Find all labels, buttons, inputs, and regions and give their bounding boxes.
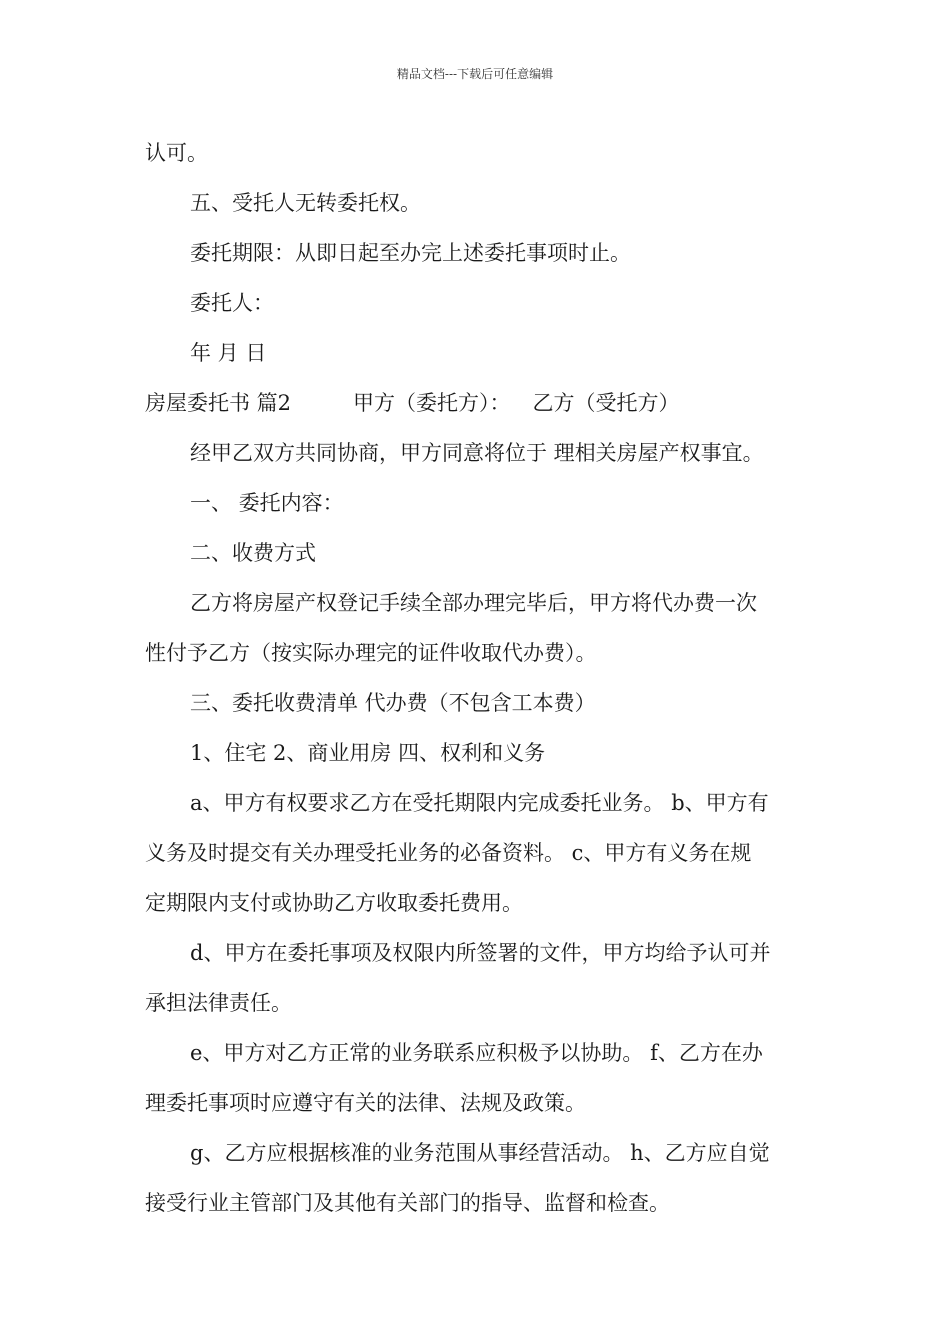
paragraph-line: 理委托事项时应遵守有关的法律、法规及政策。 (145, 1091, 586, 1115)
paragraph-line: 接受行业主管部门及其他有关部门的指导、监督和检查。 (145, 1191, 670, 1215)
paragraph-line: 年 月 日 (190, 341, 267, 365)
paragraph-line: 五、受托人无转委托权。 (190, 191, 421, 215)
paragraph-line: a、甲方有权要求乙方在受托期限内完成委托业务。 b、甲方有 (190, 791, 769, 815)
paragraph-line: 性付予乙方（按实际办理完的证件收取代办费）。 (145, 641, 597, 665)
paragraph-line: 乙方将房屋产权登记手续全部办理完毕后，甲方将代办费一次 (190, 591, 757, 615)
party-a-label: 甲方（委托方）： (353, 391, 511, 415)
paragraph-line: g、乙方应根据核准的业务范围从事经营活动。 h、乙方应自觉 (190, 1141, 770, 1165)
paragraph-line: d、甲方在委托事项及权限内所签署的文件，甲方均给予认可并 (190, 941, 771, 965)
paragraph-line: 委托人： (190, 291, 274, 315)
paragraph-line: 一、 委托内容： (190, 491, 344, 515)
document-body (145, 128, 815, 1228)
paragraph-line: 义务及时提交有关办理受托业务的必备资料。 c、甲方有义务在规 (145, 841, 752, 865)
paragraph-line: 三、委托收费清单 代办费（不包含工本费） (190, 691, 596, 715)
paragraph-line: 经甲乙双方共同协商，甲方同意将位于 理相关房屋产权事宜。 (190, 441, 764, 465)
paragraph-line: 1、住宅 2、商业用房 四、权利和义务 (190, 741, 546, 765)
paragraph-line: 认可。 (145, 141, 208, 165)
heading-line (145, 378, 815, 428)
paragraph-line: e、甲方对乙方正常的业务联系应积极予以协助。 f、乙方在办 (190, 1041, 763, 1065)
paragraph-line: 定期限内支付或协助乙方收取委托费用。 (145, 891, 523, 915)
paragraph-line: 委托期限：从即日起至办完上述委托事项时止。 (190, 241, 631, 265)
paragraph-line: 承担法律责任。 (145, 991, 292, 1015)
section-title: 房屋委托书 篇2 (145, 391, 292, 415)
page-header: 精品文档---下载后可任意编辑 (396, 67, 554, 81)
paragraph-line: 二、收费方式 (190, 541, 316, 565)
party-b-label: 乙方（受托方） (532, 391, 680, 415)
